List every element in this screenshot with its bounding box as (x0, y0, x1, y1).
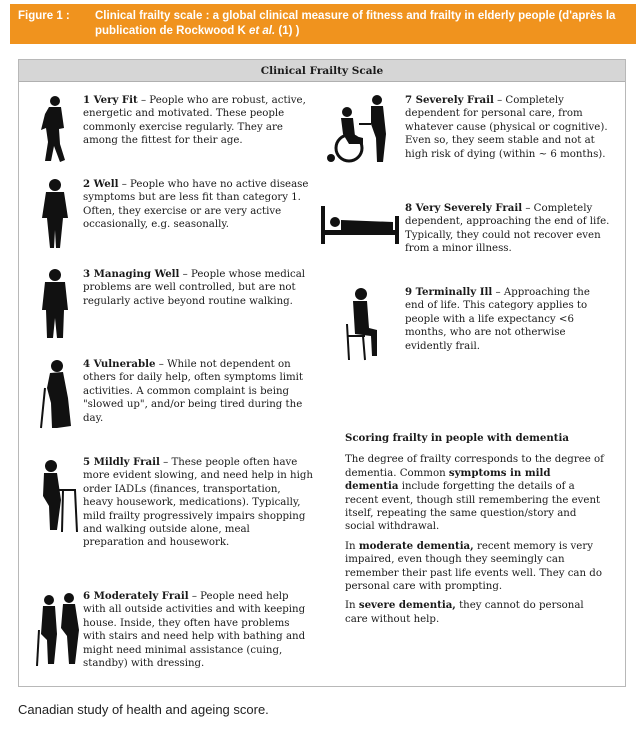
entry-2-text: – People who have no active disease symptoms but are less fit than category 1. Often, they exercise or are very active occasionally, e.g. seasonally. (83, 179, 309, 231)
figure-label: Figure 1 : (18, 10, 70, 22)
dementia-p1-b: symptoms in mild dementia (345, 466, 551, 493)
dementia-paragraph-mild (345, 453, 607, 533)
bed-figure-icon (319, 202, 405, 252)
entry-7-title: 7 Severely Frail (405, 94, 494, 106)
figure-title-ref: (1) ) (275, 25, 300, 37)
figure-caption: Canadian study of health and ageing score. (18, 702, 269, 717)
wheelchair-figure-icon (319, 94, 405, 164)
frailty-entry-7 (319, 94, 619, 164)
entry-3-text: – People whose medical problems are well controlled, but are not regularly active beyond routine walking. (83, 269, 306, 307)
scale-header: Clinical Frailty Scale (19, 60, 625, 82)
frailty-entry-2 (35, 178, 325, 250)
entry-5-title: 5 Mildly Frail (83, 456, 160, 468)
figure-banner (10, 4, 636, 44)
frailty-entry-1 (35, 94, 325, 164)
entry-6-text: – People need help with all outside activities and with keeping house. Inside, they often have problems with stairs and need help with bathing and might need minimal assistance (cuing, standby) with dressing. (83, 591, 306, 670)
frailty-entry-9 (319, 286, 619, 362)
very-fit-figure-icon (35, 94, 83, 164)
entry-5-text: – These people often have more evident slowing, and need help in high order IADLs (finances, transportation, heavy housework, medications). Typically, mild frailty progressively impairs shopping and walking outside alone, meal preparation and housework. (83, 457, 313, 549)
figure-title (95, 9, 628, 39)
dementia-p2-a: In (345, 540, 359, 552)
dementia-p2-c: recent memory is very impaired, even though they seemingly can remember their past life events well. They can do personal care with prompting. (345, 540, 602, 593)
dementia-paragraph-moderate (345, 540, 607, 594)
entry-8-text: – Completely dependent, approaching the end of life. Typically, they could not recover even from a minor illness. (405, 203, 610, 255)
dementia-p3-a: In (345, 600, 359, 612)
vulnerable-cane-figure-icon (35, 358, 83, 430)
dementia-p1-a: The degree of frailty corresponds to the degree of dementia. Common (345, 454, 604, 479)
entry-4-text: – While not dependent on others for daily help, often symptoms limit activities. A common complaint is being "slowed up", and/or being tired during the day. (83, 359, 303, 424)
entry-6-title: 6 Moderately Frail (83, 590, 189, 602)
entry-9-title: 9 Terminally Ill (405, 286, 493, 298)
entry-1-text: – People who are robust, active, energetic and motivated. These people commonly exercise regularly. They are among the fittest for their age. (83, 95, 306, 147)
entry-3-title: 3 Managing Well (83, 268, 180, 280)
entry-9-text: – Approaching the end of life. This category applies to people with a life expectancy <6 months, who are not otherwise evidently frail. (405, 287, 590, 352)
dementia-heading: Scoring frailty in people with dementia (345, 432, 569, 444)
entry-2-title: 2 Well (83, 178, 119, 190)
dementia-section (345, 432, 607, 632)
entry-8-title: 8 Very Severely Frail (405, 202, 523, 214)
dementia-p3-b: severe dementia, (358, 599, 456, 612)
seated-figure-icon (319, 286, 405, 362)
dementia-p2-b: moderate dementia, (358, 539, 474, 552)
entry-1-title: 1 Very Fit (83, 94, 138, 106)
frailty-entry-6 (35, 590, 325, 670)
entry-7-text: – Completely dependent for personal care, from whatever cause (physical or cognitive). Even so, they seem stable and not at high risk of dying (within ~ 6 months). (405, 95, 608, 160)
well-figure-icon (35, 178, 83, 250)
assisted-walking-figure-icon (35, 590, 83, 668)
frailty-entry-4 (35, 358, 325, 430)
frailty-entry-8 (319, 202, 619, 256)
dementia-paragraph-severe (345, 599, 607, 626)
managing-well-figure-icon (35, 268, 83, 340)
figure-title-etal: et al. (248, 25, 276, 37)
frailty-entry-3 (35, 268, 325, 340)
walker-figure-icon (35, 456, 83, 536)
entry-4-title: 4 Vulnerable (83, 358, 156, 370)
dementia-p1-c: include forgetting the details of a recent event, though still remembering the event itself, repeating the same question/story and social withdrawal. (345, 481, 601, 533)
dementia-p3-c: they cannot do personal care without help. (345, 600, 584, 625)
frailty-entry-5 (35, 456, 325, 550)
clinical-frailty-scale-box (18, 59, 626, 687)
figure-title-main: Clinical frailty scale : a global clinical measure of fitness and frailty in elderly people (d'après la publication de Rockwood K (95, 10, 616, 37)
